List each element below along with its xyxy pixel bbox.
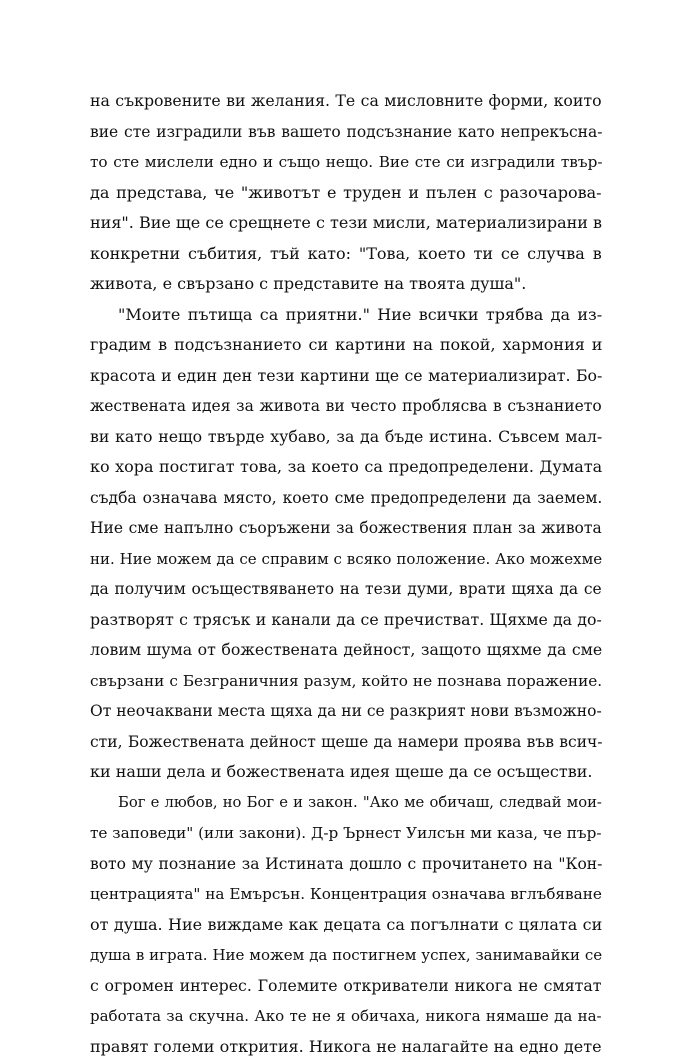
text-line: живота, е свързано с представите на твоята душа". [90,269,602,300]
text-line: красота и един ден тези картини ще се материализират. Бо- [90,361,602,392]
text-line: ловим шума от божествената дейност, защото щяхме да сме [90,635,602,666]
text-line: душа в играта. Ние можем да постигнем успех, занимавайки се [90,940,602,971]
text-line: вото му познание за Истината дошло с прочитането на "Кон- [90,849,602,880]
text-line: с огромен интерес. Големите откриватели никога не смятат [90,971,602,1002]
text-line: ки наши дела и божествената идея щеше да се осъществи. [90,757,602,788]
text-line: градим в подсъзнанието си картини на покой, хармония и [90,330,602,361]
text-line: съдба означава място, което сме предопределени да заемем. [90,483,602,514]
text-line: Бог е любов, но Бог е и закон. "Ако ме обичаш, следвай мои- [90,788,602,819]
text-line: свързани с Безграничния разум, който не познава поражение. [90,666,602,697]
body-text [90,86,602,1062]
text-line: центрацията" на Емърсън. Концентрация означава вглъбяване [90,879,602,910]
text-line: да получим осъществяването на тези думи, врати щяха да се [90,574,602,605]
text-line: на съкровените ви желания. Те са мисловните форми, които [90,86,602,117]
text-line: "Моите пътища са приятни." Ние всички трябва да из- [90,300,602,331]
text-line: от душа. Ние виждаме как децата са погълнати с цялата си [90,910,602,941]
text-line: ви като нещо твърде хубаво, за да бъде истина. Съвсем мал- [90,422,602,453]
text-line: разтворят с трясък и канали да се пречистват. Щяхме да до- [90,605,602,636]
text-line: Ние сме напълно съоръжени за божествения план за живота [90,513,602,544]
text-line: жествената идея за живота ви често проблясва в съзнанието [90,391,602,422]
text-line: то сте мислели едно и също нещо. Вие сте си изградили твър- [90,147,602,178]
text-line: От неочаквани места щяха да ни се разкрият нови възможно- [90,696,602,727]
text-line: те заповеди" (или закони). Д-р Ърнест Уилсън ми каза, че пър- [90,818,602,849]
text-line: сти, Божествената дейност щеше да намери проява във всич- [90,727,602,758]
text-line: вие сте изградили във вашето подсъзнание като непрекъсна- [90,117,602,148]
text-line: правят големи открития. Никога не налагайте на едно дете [90,1032,602,1062]
text-line: ни. Ние можем да се справим с всяко положение. Ако можехме [90,544,602,575]
text-line: ко хора постигат това, за което са предопределени. Думата [90,452,602,483]
text-line: работата за скучна. Ако те не я обичаха, никога нямаше да на- [90,1001,602,1032]
text-line: конкретни събития, тъй като: "Това, което ти се случва в [90,239,602,270]
text-line: ния". Вие ще се срещнете с тези мисли, материализирани в [90,208,602,239]
text-line: да представа, че "животът е труден и пълен с разочарова- [90,178,602,209]
